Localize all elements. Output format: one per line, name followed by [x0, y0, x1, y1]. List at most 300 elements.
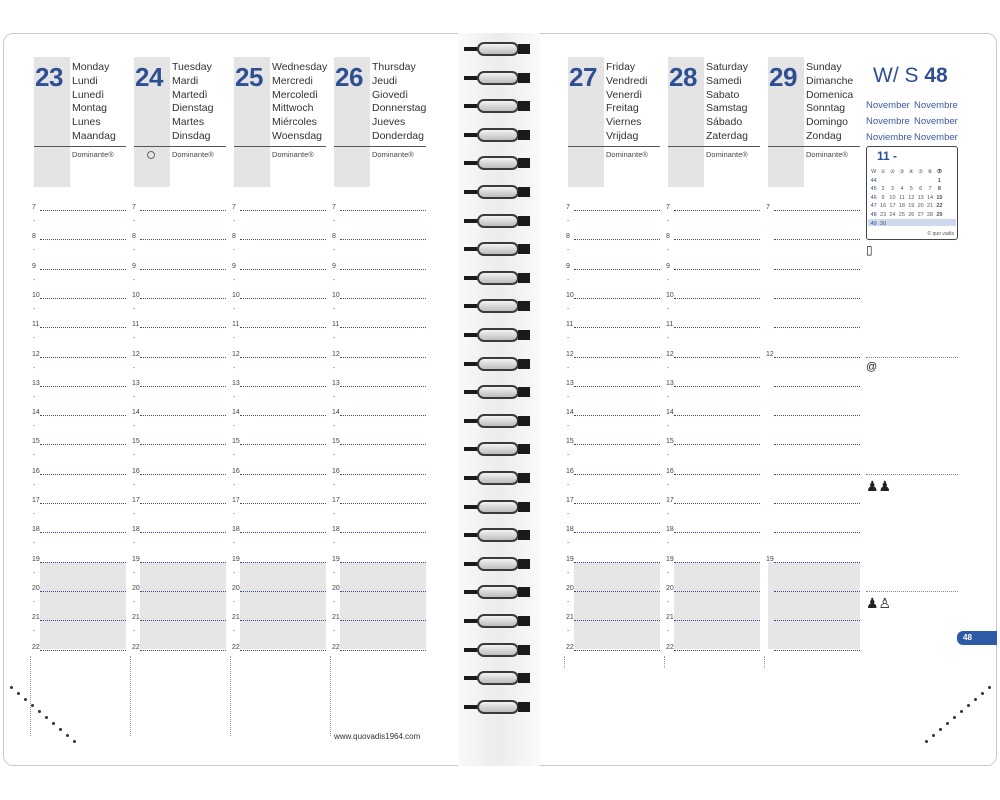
hour-line[interactable]	[674, 415, 760, 416]
half-hour-mark: -	[133, 276, 136, 284]
hour-line[interactable]	[774, 444, 860, 445]
hour-label: 13	[132, 379, 140, 387]
mini-calendar-cell: 5	[909, 186, 913, 193]
hour-label: 15	[332, 438, 340, 446]
binding-ring	[464, 698, 532, 716]
day-name: Martes	[172, 116, 205, 129]
half-hour-mark: -	[567, 423, 570, 431]
hour-line[interactable]	[240, 386, 326, 387]
hour-line[interactable]	[574, 327, 660, 328]
day-name: Saturday	[706, 61, 749, 73]
at-icon: @	[866, 361, 878, 373]
column-tail	[330, 656, 331, 736]
binding-ring	[464, 383, 532, 401]
half-hour-mark: -	[233, 305, 236, 313]
evening-shade	[240, 591, 326, 620]
half-hour-mark: -	[133, 481, 136, 489]
hour-line[interactable]	[340, 269, 426, 270]
hour-line[interactable]	[340, 239, 426, 240]
hour-label: 12	[132, 350, 140, 358]
hour-label: 16	[566, 467, 574, 475]
binding-ring	[464, 97, 532, 115]
half-hour-mark: -	[233, 393, 236, 401]
hour-line[interactable]	[140, 327, 226, 328]
hour-line[interactable]	[240, 444, 326, 445]
hour-line[interactable]	[674, 532, 760, 533]
mini-calendar-cell: 2	[881, 186, 885, 193]
hour-line[interactable]	[774, 591, 860, 592]
hour-line[interactable]	[774, 503, 860, 504]
hour-label: 14	[566, 409, 574, 417]
notes-divider	[866, 474, 958, 475]
hour-line[interactable]	[240, 357, 326, 358]
day-names	[372, 61, 426, 144]
hour-line[interactable]	[674, 357, 760, 358]
day-names	[272, 61, 327, 144]
column-tail	[564, 656, 565, 668]
hour-line[interactable]	[674, 298, 760, 299]
day-number: 25	[235, 62, 263, 92]
website-url: www.quovadis1964.com	[334, 732, 421, 741]
hour-line[interactable]	[140, 503, 226, 504]
hour-line[interactable]	[40, 298, 126, 299]
day-name: Mercredi	[272, 74, 313, 87]
hour-label: 19	[32, 555, 40, 563]
hour-label: 13	[666, 379, 674, 387]
hour-label: 21	[32, 614, 40, 622]
binding-ring	[464, 612, 532, 630]
hour-line[interactable]	[674, 474, 760, 475]
corner-dot	[31, 704, 34, 707]
hour-line[interactable]	[574, 298, 660, 299]
hour-label: 12	[332, 350, 340, 358]
hour-line[interactable]	[774, 239, 860, 240]
hour-label: 11	[232, 321, 240, 329]
half-hour-mark: -	[567, 628, 570, 636]
hour-line[interactable]	[574, 650, 660, 651]
day-names	[72, 61, 116, 144]
day-name: Zondag	[806, 129, 842, 142]
hour-line[interactable]	[774, 327, 860, 328]
mini-calendar-cell: ①	[880, 169, 886, 175]
half-hour-mark: -	[33, 628, 36, 636]
hour-line[interactable]	[40, 357, 126, 358]
half-hour-mark: -	[567, 540, 570, 548]
hour-line[interactable]	[140, 239, 226, 240]
hour-line[interactable]	[140, 650, 226, 651]
half-hour-mark: -	[567, 276, 570, 284]
hour-label: 19	[566, 555, 574, 563]
hour-line[interactable]	[340, 327, 426, 328]
day-name: Monday	[72, 61, 110, 73]
hour-line[interactable]	[674, 503, 760, 504]
hour-label: 20	[32, 584, 40, 592]
hour-line[interactable]	[674, 591, 760, 592]
hour-line[interactable]	[340, 562, 426, 563]
mini-calendar-week-row	[869, 212, 944, 218]
evening-shade	[140, 562, 226, 591]
hour-label: 13	[232, 379, 240, 387]
half-hour-mark: -	[667, 218, 670, 225]
day-names	[172, 61, 213, 144]
half-hour-mark: -	[33, 511, 36, 518]
hour-label: 10	[132, 291, 140, 299]
hour-label: 9	[232, 262, 236, 270]
hour-line[interactable]	[40, 415, 126, 416]
hour-label: 17	[32, 497, 40, 504]
day-header	[768, 57, 860, 187]
hour-line[interactable]	[574, 269, 660, 270]
hour-line[interactable]	[140, 562, 226, 563]
hour-line[interactable]	[674, 562, 760, 563]
hour-line[interactable]	[340, 415, 426, 416]
hour-line[interactable]	[240, 239, 326, 240]
hour-line[interactable]	[40, 650, 126, 651]
mini-calendar-title: 11 -	[877, 149, 898, 163]
hour-line[interactable]	[340, 210, 426, 211]
moon-phase-icon	[147, 151, 155, 159]
hour-line[interactable]	[774, 532, 860, 533]
mini-calendar-cell: 6	[919, 186, 923, 193]
mini-calendar-cell: 12	[908, 194, 915, 201]
binding-ring	[464, 641, 532, 659]
hour-line[interactable]	[574, 415, 660, 416]
hour-label: 17	[132, 497, 140, 504]
hour-label: 19	[132, 555, 140, 563]
day-name: Maandag	[72, 129, 116, 142]
hour-label: 9	[32, 262, 36, 270]
hour-line[interactable]	[340, 386, 426, 387]
hour-line[interactable]	[140, 591, 226, 592]
half-hour-mark: -	[667, 598, 670, 606]
corner-dot	[24, 698, 27, 701]
hour-line[interactable]	[574, 591, 660, 592]
hour-label: 20	[132, 584, 140, 592]
hour-line[interactable]	[340, 503, 426, 504]
hour-line[interactable]	[240, 210, 326, 211]
mini-calendar-cell: 1	[937, 177, 941, 184]
hour-line[interactable]	[40, 239, 126, 240]
hour-line[interactable]	[240, 620, 326, 621]
mini-calendar-cell: 4	[900, 186, 904, 193]
mini-calendar-cell: 19	[908, 203, 915, 210]
half-hour-mark: -	[667, 540, 670, 548]
hour-line[interactable]	[774, 620, 860, 621]
half-hour-mark: -	[667, 305, 670, 313]
half-hour-mark: -	[567, 569, 570, 577]
hour-line[interactable]	[674, 650, 760, 651]
hour-line[interactable]	[240, 474, 326, 475]
mini-calendar-cell: 49	[870, 220, 877, 227]
column-tail	[130, 656, 131, 736]
hour-label: 17	[232, 497, 240, 504]
hour-line[interactable]	[140, 474, 226, 475]
hour-line[interactable]	[774, 474, 860, 475]
hour-line[interactable]	[40, 269, 126, 270]
day-name: Dinsdag	[172, 129, 211, 142]
half-hour-mark: -	[133, 569, 136, 577]
mini-calendar-cell: 16	[880, 203, 887, 210]
hour-line[interactable]	[140, 386, 226, 387]
hour-line[interactable]	[340, 591, 426, 592]
hour-line[interactable]	[40, 562, 126, 563]
hour-line[interactable]	[240, 298, 326, 299]
mini-calendar-cell: 8	[937, 186, 941, 193]
hour-line[interactable]	[574, 562, 660, 563]
column-tail	[764, 656, 765, 668]
day-header	[334, 57, 426, 187]
mini-calendar-cell: 13	[917, 194, 924, 201]
binding-ring	[464, 154, 532, 172]
hour-line[interactable]	[774, 650, 860, 651]
half-hour-mark: -	[667, 335, 670, 343]
hour-line[interactable]	[340, 650, 426, 651]
hour-line[interactable]	[774, 210, 860, 211]
half-hour-mark: -	[333, 511, 336, 518]
half-hour-mark: -	[33, 364, 36, 372]
half-hour-mark: -	[667, 364, 670, 372]
binding-ring	[464, 669, 532, 687]
hour-line[interactable]	[140, 532, 226, 533]
day-names	[706, 61, 748, 144]
hour-label: 10	[32, 291, 40, 299]
half-hour-mark: -	[333, 423, 336, 431]
half-hour-mark: -	[667, 393, 670, 401]
hour-line[interactable]	[40, 474, 126, 475]
half-hour-mark: -	[33, 335, 36, 343]
hour-line[interactable]	[40, 327, 126, 328]
hour-line[interactable]	[240, 503, 326, 504]
mini-calendar-cell: ⑥	[927, 169, 933, 175]
half-hour-mark: -	[233, 452, 236, 460]
half-hour-mark: -	[333, 569, 336, 577]
day-number: 26	[335, 62, 363, 92]
page-tab[interactable]: 48	[957, 631, 997, 645]
evening-shade	[768, 620, 860, 649]
hour-line[interactable]	[140, 444, 226, 445]
binding-ring	[464, 355, 532, 373]
evening-shade	[574, 591, 660, 620]
hour-label: 11	[566, 321, 574, 329]
half-hour-mark: -	[567, 247, 570, 255]
day-name: Zaterdag	[706, 129, 749, 142]
day-rule	[568, 146, 660, 147]
hour-line[interactable]	[674, 269, 760, 270]
binding-ring	[464, 583, 532, 601]
hour-line[interactable]	[574, 532, 660, 533]
hour-label: 21	[332, 614, 340, 622]
hour-line[interactable]	[240, 650, 326, 651]
hour-line[interactable]	[40, 210, 126, 211]
hour-line[interactable]	[40, 532, 126, 533]
hour-line[interactable]	[574, 239, 660, 240]
hour-line[interactable]	[340, 298, 426, 299]
hour-line[interactable]	[140, 298, 226, 299]
day-name: Mardi	[172, 74, 199, 87]
hour-line[interactable]	[674, 444, 760, 445]
half-hour-mark: -	[133, 393, 136, 401]
corner-dot	[45, 716, 48, 719]
hour-line[interactable]	[574, 444, 660, 445]
hour-label: 10	[566, 291, 574, 299]
mini-calendar-cell: W	[871, 169, 877, 175]
hour-label: 12	[32, 350, 40, 358]
hour-line[interactable]	[674, 386, 760, 387]
hour-label: 15	[566, 438, 574, 446]
evening-shade	[40, 562, 126, 591]
half-hour-mark: -	[33, 276, 36, 284]
hour-label: 17	[566, 497, 574, 504]
hour-label: 9	[132, 262, 136, 270]
hour-label: 18	[566, 526, 574, 534]
half-hour-mark: -	[133, 218, 136, 225]
hour-line[interactable]	[140, 210, 226, 211]
half-hour-mark: -	[567, 305, 570, 313]
day-header	[234, 57, 326, 187]
half-hour-mark: -	[133, 452, 136, 460]
hour-line[interactable]	[574, 620, 660, 621]
hour-line[interactable]	[574, 503, 660, 504]
half-hour-mark: -	[33, 569, 36, 577]
corner-dot	[953, 716, 956, 719]
hour-line[interactable]	[140, 269, 226, 270]
half-hour-mark: -	[133, 511, 136, 518]
hour-line[interactable]	[40, 503, 126, 504]
hour-label: 16	[332, 467, 340, 475]
half-hour-mark: -	[33, 305, 36, 313]
hour-line[interactable]	[340, 474, 426, 475]
binding-ring	[464, 498, 532, 516]
hour-line[interactable]	[574, 210, 660, 211]
day-name: Freitag	[606, 102, 639, 115]
day-name: Lunes	[72, 116, 101, 129]
phone-icon: ▯	[866, 243, 873, 257]
mini-calendar-cell: 14	[926, 194, 934, 201]
hour-line[interactable]	[340, 532, 426, 533]
evening-shade	[240, 620, 326, 649]
hour-line[interactable]	[340, 357, 426, 358]
mini-calendar-header	[869, 169, 944, 175]
mini-calendar-cell: 28	[926, 212, 934, 218]
hour-line[interactable]	[674, 327, 760, 328]
half-hour-mark: -	[33, 247, 36, 255]
hour-label: 21	[132, 614, 140, 622]
hour-line[interactable]	[240, 562, 326, 563]
hour-line[interactable]	[240, 327, 326, 328]
corner-dot	[988, 686, 991, 689]
day-name: Mercoledì	[272, 88, 319, 101]
dominante-label: Dominante®	[806, 150, 848, 159]
half-hour-mark: -	[567, 481, 570, 489]
binding-ring	[464, 469, 532, 487]
hour-line[interactable]	[340, 444, 426, 445]
hour-line[interactable]	[674, 620, 760, 621]
hour-label: 7	[232, 204, 236, 211]
hour-line[interactable]	[140, 415, 226, 416]
binding-ring	[464, 126, 532, 144]
dominante-label: Dominante®	[606, 150, 648, 159]
hour-line[interactable]	[40, 386, 126, 387]
mini-calendar-cell: 30	[880, 220, 887, 227]
corner-dot	[974, 698, 977, 701]
half-hour-mark: -	[333, 540, 336, 548]
hour-line[interactable]	[40, 591, 126, 592]
half-hour-mark: -	[333, 598, 336, 606]
day-rule	[334, 146, 426, 147]
mini-calendar-cell: 22	[936, 203, 943, 210]
evening-shade	[40, 591, 126, 620]
dominante-label: Dominante®	[272, 150, 314, 159]
hour-label: 13	[32, 379, 40, 387]
half-hour-mark: -	[333, 335, 336, 343]
hour-label: 9	[566, 262, 570, 270]
mini-calendar-cell: 3	[890, 186, 894, 193]
evening-shade	[674, 591, 760, 620]
day-name: Martedì	[172, 88, 208, 101]
hour-line[interactable]	[774, 386, 860, 387]
mini-calendar-cell: 9	[881, 194, 885, 201]
day-name: Donderdag	[372, 129, 424, 142]
hour-line[interactable]	[674, 239, 760, 240]
hour-line[interactable]	[40, 444, 126, 445]
hour-line[interactable]	[240, 415, 326, 416]
day-name: Thursday	[372, 61, 416, 73]
hour-line[interactable]	[240, 532, 326, 533]
corner-dot	[925, 740, 928, 743]
hour-line[interactable]	[774, 415, 860, 416]
hour-label: 22	[666, 643, 674, 651]
hour-line[interactable]	[240, 591, 326, 592]
hour-line[interactable]	[240, 269, 326, 270]
day-name: Jueves	[372, 116, 406, 129]
half-hour-mark: -	[233, 247, 236, 255]
day-name: Samedi	[706, 74, 742, 87]
hour-line[interactable]	[774, 562, 860, 563]
day-rule	[34, 146, 126, 147]
hour-line[interactable]	[774, 298, 860, 299]
half-hour-mark: -	[233, 423, 236, 431]
hour-label: 8	[566, 233, 570, 241]
day-header	[668, 57, 760, 187]
mini-calendar-cell: 21	[926, 203, 934, 210]
corner-dot	[17, 692, 20, 695]
hour-line[interactable]	[574, 357, 660, 358]
hour-line[interactable]	[40, 620, 126, 621]
hour-line[interactable]	[140, 357, 226, 358]
hour-line[interactable]	[674, 210, 760, 211]
hour-line[interactable]	[774, 269, 860, 270]
day-name: Woensdag	[272, 129, 323, 142]
hour-line[interactable]	[774, 357, 860, 358]
half-hour-mark: -	[667, 452, 670, 460]
half-hour-mark: -	[567, 511, 570, 518]
day-name: Sonntag	[806, 102, 846, 115]
half-hour-mark: -	[233, 598, 236, 606]
binding-ring	[464, 297, 532, 315]
hour-line[interactable]	[340, 620, 426, 621]
hour-label: 19	[766, 555, 774, 563]
column-tail	[30, 656, 31, 736]
mini-calendar-cell: ③	[899, 169, 905, 175]
corner-dot	[981, 692, 984, 695]
mini-calendar-footer: © quo vadis	[927, 231, 954, 237]
hour-label: 14	[132, 409, 140, 417]
hour-line[interactable]	[140, 620, 226, 621]
day-name: Montag	[72, 102, 108, 115]
hour-line[interactable]	[574, 386, 660, 387]
hour-line[interactable]	[574, 474, 660, 475]
half-hour-mark: -	[333, 628, 336, 636]
